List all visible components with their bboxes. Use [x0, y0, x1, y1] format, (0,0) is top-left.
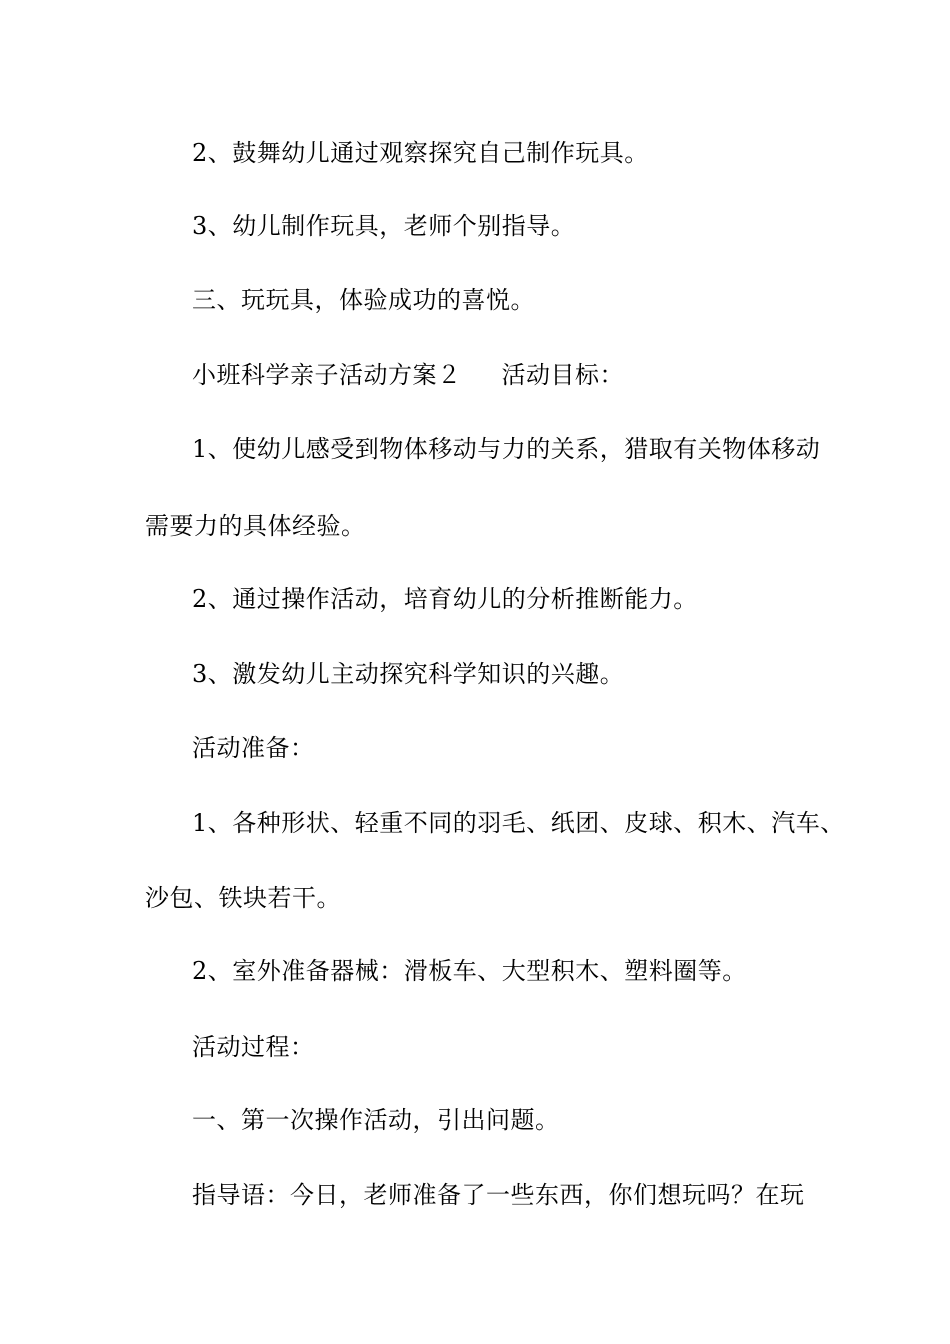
paragraph-line: 1、各种形状、轻重不同的羽毛、纸团、皮球、积木、汽车、 [192, 809, 845, 837]
paragraph-line: 3、激发幼儿主动探究科学知识的兴趣。 [192, 660, 625, 688]
paragraph-line: 三、玩玩具，体验成功的喜悦。 [192, 286, 535, 314]
paragraph-line: 1、使幼儿感受到物体移动与力的关系，猎取有关物体移动 [192, 435, 821, 463]
paragraph-line: 2、通过操作活动，培育幼儿的分析推断能力。 [192, 585, 698, 613]
section-heading: 活动过程： [192, 1033, 315, 1061]
paragraph-line: 指导语：今日，老师准备了一些东西，你们想玩吗？在玩 [192, 1181, 805, 1209]
section-heading: 活动准备： [192, 734, 315, 762]
heading-line [192, 360, 624, 390]
paragraph-line: 3、幼儿制作玩具，老师个别指导。 [192, 212, 576, 240]
paragraph-line: 一、第一次操作活动，引出问题。 [192, 1106, 560, 1134]
paragraph-line: 沙包、铁块若干。 [145, 884, 341, 912]
section-subtitle: 活动目标： [501, 361, 624, 389]
paragraph-line: 2、室外准备器械：滑板车、大型积木、塑料圈等。 [192, 957, 747, 985]
paragraph-line: 2、鼓舞幼儿通过观察探究自己制作玩具。 [192, 139, 649, 167]
section-title: 小班科学亲子活动方案２ [192, 361, 462, 389]
paragraph-line: 需要力的具体经验。 [145, 512, 366, 540]
